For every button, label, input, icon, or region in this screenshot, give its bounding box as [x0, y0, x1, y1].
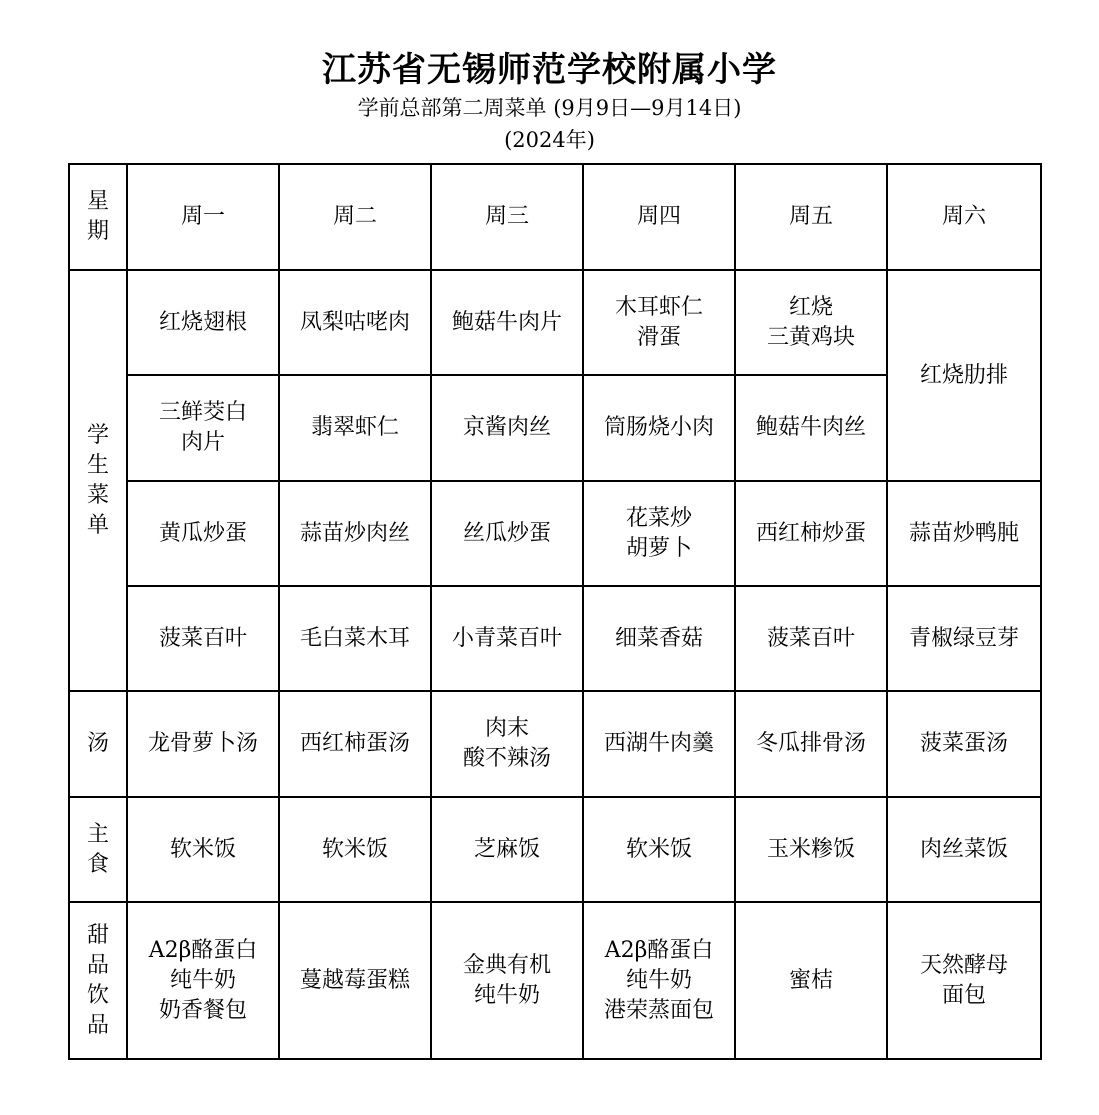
staple-cell: 玉米糁饭 [735, 797, 887, 902]
dessert-cell: 蜜桔 [735, 902, 887, 1059]
soup-cell: 西湖牛肉羹 [583, 691, 735, 797]
dessert-row [69, 902, 1041, 1059]
soup-cell: 冬瓜排骨汤 [735, 691, 887, 797]
staple-cell: 软米饭 [583, 797, 735, 902]
staple-cell: 软米饭 [279, 797, 431, 902]
student-menu-row [69, 481, 1041, 586]
dish-cell: 小青菜百叶 [431, 586, 583, 691]
page-year: (2024年) [504, 128, 595, 152]
soup-cell: 西红柿蛋汤 [279, 691, 431, 797]
dish-cell: 筒肠烧小肉 [583, 375, 735, 481]
dish-cell: 鲍菇牛肉丝 [735, 375, 887, 481]
page-title: 江苏省无锡师范学校附属小学 [322, 50, 777, 90]
day-header: 周二 [279, 164, 431, 270]
day-header: 周三 [431, 164, 583, 270]
dish-cell: 红烧翅根 [127, 270, 279, 375]
soup-row [69, 691, 1041, 797]
student-menu-row [69, 270, 1041, 375]
dish-cell: 翡翠虾仁 [279, 375, 431, 481]
dish-cell: 菠菜百叶 [735, 586, 887, 691]
dish-cell: 青椒绿豆芽 [887, 586, 1041, 691]
dish-cell: 三鲜茭白 肉片 [127, 375, 279, 481]
staple-row [69, 797, 1041, 902]
menu-table [68, 163, 1042, 1060]
dessert-cell: 蔓越莓蛋糕 [279, 902, 431, 1059]
page-subtitle: 学前总部第二周菜单 (9月9日—9月14日) [357, 96, 742, 120]
dish-cell: 蒜苗炒鸭肫 [887, 481, 1041, 586]
dish-cell: 蒜苗炒肉丝 [279, 481, 431, 586]
dessert-cell: A2β酪蛋白 纯牛奶 港荣蒸面包 [583, 902, 735, 1059]
soup-label: 汤 [69, 691, 127, 797]
staple-label: 主食 [69, 797, 127, 902]
corner-cell: 星期 [69, 164, 127, 270]
dessert-cell: A2β酪蛋白 纯牛奶 奶香餐包 [127, 902, 279, 1059]
day-header: 周五 [735, 164, 887, 270]
dessert-cell: 金典有机 纯牛奶 [431, 902, 583, 1059]
day-header: 周六 [887, 164, 1041, 270]
dish-cell: 细菜香菇 [583, 586, 735, 691]
header-row [69, 164, 1041, 270]
soup-cell: 菠菜蛋汤 [887, 691, 1041, 797]
dish-cell: 丝瓜炒蛋 [431, 481, 583, 586]
staple-cell: 芝麻饭 [431, 797, 583, 902]
dish-cell: 鲍菇牛肉片 [431, 270, 583, 375]
day-header: 周一 [127, 164, 279, 270]
dish-cell: 凤梨咕咾肉 [279, 270, 431, 375]
dish-cell: 红烧肋排 [887, 270, 1041, 481]
soup-cell: 龙骨萝卜汤 [127, 691, 279, 797]
day-header: 周四 [583, 164, 735, 270]
staple-cell: 肉丝菜饭 [887, 797, 1041, 902]
dish-cell: 黄瓜炒蛋 [127, 481, 279, 586]
dessert-label: 甜品饮品 [69, 902, 127, 1059]
staple-cell: 软米饭 [127, 797, 279, 902]
student-menu-label: 学生菜单 [69, 270, 127, 691]
dish-cell: 毛白菜木耳 [279, 586, 431, 691]
soup-cell: 肉末 酸不辣汤 [431, 691, 583, 797]
dessert-cell: 天然酵母 面包 [887, 902, 1041, 1059]
dish-cell: 西红柿炒蛋 [735, 481, 887, 586]
dish-cell: 红烧 三黄鸡块 [735, 270, 887, 375]
dish-cell: 京酱肉丝 [431, 375, 583, 481]
dish-cell: 木耳虾仁 滑蛋 [583, 270, 735, 375]
dish-cell: 菠菜百叶 [127, 586, 279, 691]
dish-cell: 花菜炒 胡萝卜 [583, 481, 735, 586]
student-menu-row [69, 586, 1041, 691]
